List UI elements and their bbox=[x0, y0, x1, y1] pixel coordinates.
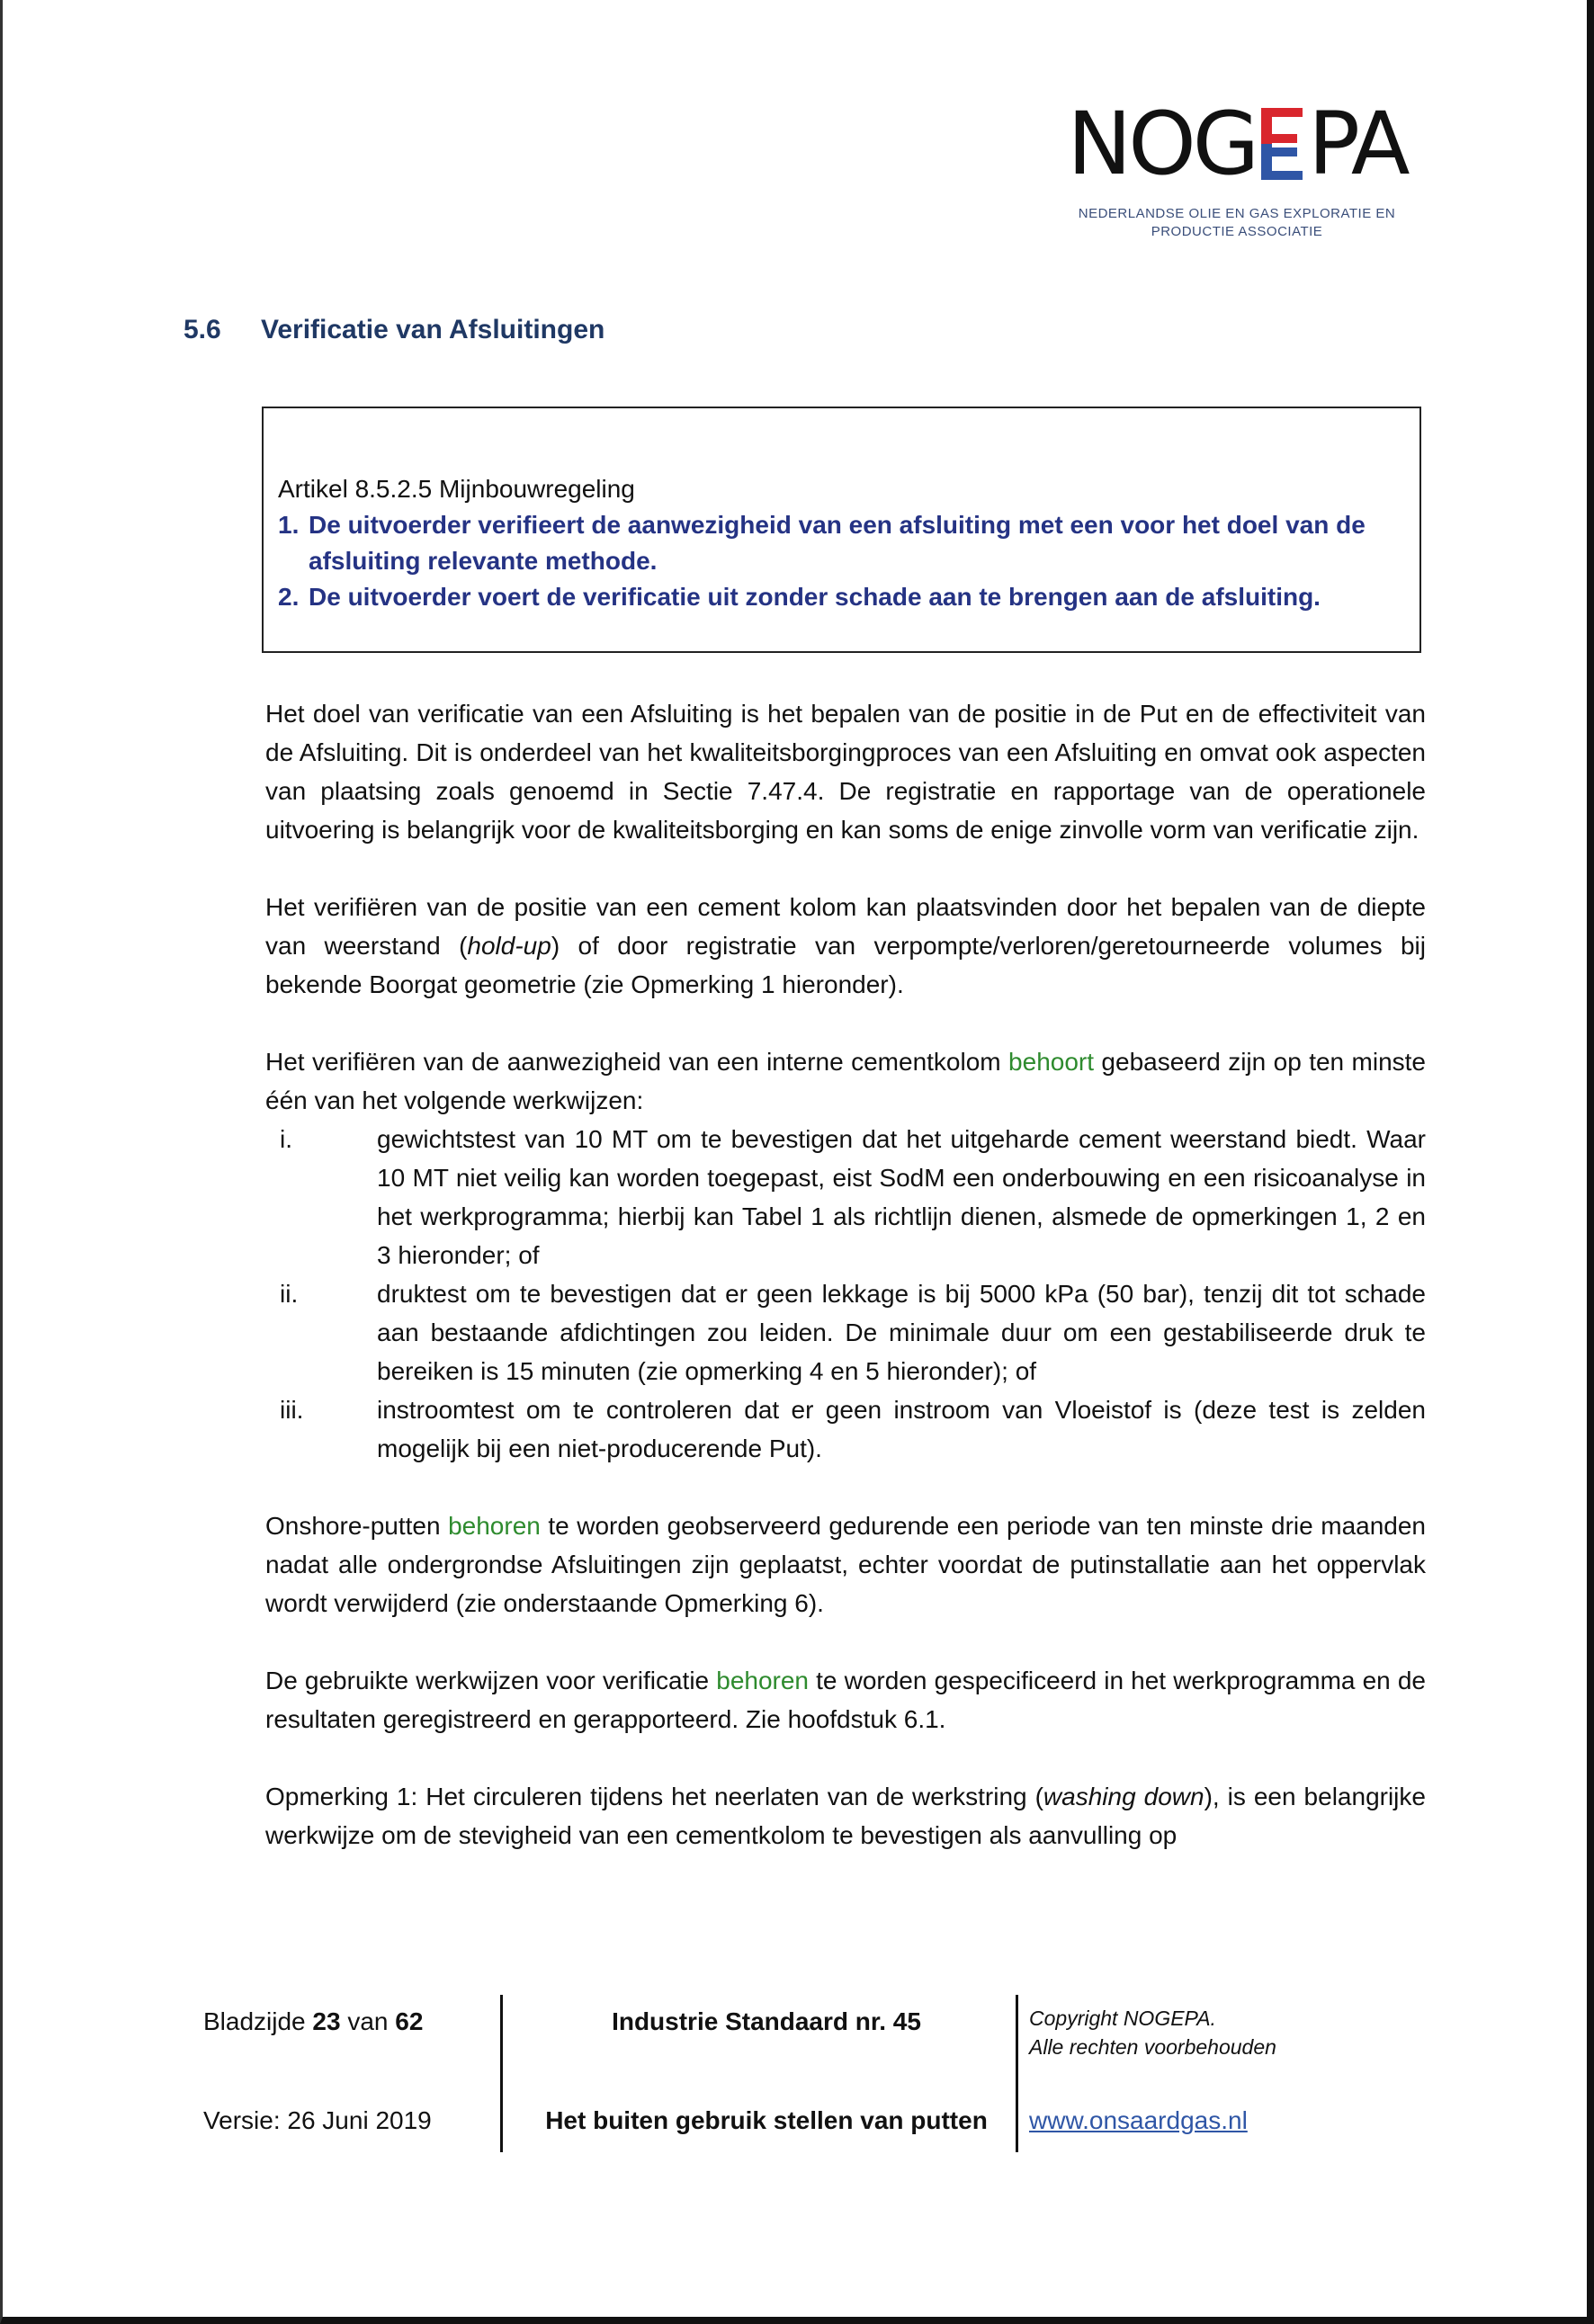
list-item-text: druktest om te bevestigen dat er geen lekkage is bij 5000 kPa (50 bar), tenzij dit tot schade aan bestaande afdichtingen zou leiden. De minimale duur om een gestabiliseerde druk te bereiken is 15 minuten (zie opmerking 4 en 5 hieronder); of bbox=[377, 1280, 1426, 1385]
text-run: Het verifiëren van de aanwezigheid van een interne cementkolom bbox=[265, 1048, 1009, 1076]
text-run: De gebruikte werkwijzen voor verificatie bbox=[265, 1667, 717, 1694]
text-run: ), is een belangrijke werkwijze om de stevigheid van een cementkolom te bevestigen als aanvulling op bbox=[265, 1783, 1426, 1849]
section-heading bbox=[184, 315, 604, 345]
italic-term: hold-up bbox=[467, 932, 551, 960]
logo-letters-left: NOG bbox=[1067, 94, 1257, 194]
highlight-term: behoren bbox=[716, 1667, 810, 1694]
paragraph-position-verification bbox=[265, 888, 1426, 1004]
list-marker: ii. bbox=[280, 1280, 299, 1308]
article-item-number: 1. bbox=[278, 511, 300, 539]
section-number: 5.6 bbox=[184, 315, 221, 344]
list-item bbox=[265, 1390, 1426, 1468]
page-label: Bladzijde bbox=[203, 2007, 313, 2035]
paragraph-presence-verification bbox=[265, 1042, 1426, 1120]
page-of: van bbox=[340, 2007, 396, 2035]
standard-number: Industrie Standaard nr. 45 bbox=[612, 2007, 921, 2035]
paragraph-remark-1 bbox=[265, 1777, 1426, 1855]
copyright-text bbox=[1029, 2004, 1276, 2061]
logo-wordmark bbox=[1048, 94, 1426, 194]
rights-line: Alle rechten voorbehouden bbox=[1029, 2035, 1276, 2059]
list-item bbox=[265, 1274, 1426, 1390]
logo-subtitle-line1: NEDERLANDSE OLIE EN GAS EXPLORATIE EN bbox=[1078, 206, 1396, 221]
text-run: Onshore-putten bbox=[265, 1512, 449, 1540]
website-link[interactable]: www.onsaardgas.nl bbox=[1029, 2106, 1248, 2134]
italic-term: washing down bbox=[1043, 1783, 1204, 1810]
article-quote-box bbox=[262, 407, 1421, 653]
text-run: te worden gespecificeerd in het werkprogramma en de resultaten geregistreerd en gerapporteerd. Zie hoofdstuk 6.1. bbox=[265, 1667, 1426, 1733]
text-run: Het verifiëren van de positie van een cement kolom kan plaatsvinden door het bepalen van de diepte van weerstand ( bbox=[265, 893, 1426, 960]
footer-divider bbox=[500, 1995, 503, 2152]
article-item bbox=[278, 579, 1419, 615]
document-title: Het buiten gebruik stellen van putten bbox=[545, 2106, 988, 2134]
text-run: te worden geobserveerd gedurende een periode van ten minste drie maanden nadat alle ondergrondse Afsluitingen zijn geplaatst, echter voordat de putinstallatie aan het oppervlak wordt verwijderd (zie onderstaande Opmerking 6). bbox=[265, 1512, 1427, 1617]
article-title: Artikel 8.5.2.5 Mijnbouwregeling bbox=[278, 475, 635, 503]
page-number bbox=[203, 2007, 423, 2036]
highlight-term: behoren bbox=[448, 1512, 541, 1540]
article-item-number: 2. bbox=[278, 583, 300, 611]
text-run: Opmerking 1: Het circuleren tijdens het neerlaten van de werkstring ( bbox=[265, 1783, 1043, 1810]
page-footer bbox=[203, 1995, 1427, 2152]
section-title: Verificatie van Afsluitingen bbox=[261, 315, 605, 344]
text-run: gebaseerd zijn op ten minste één van het volgende werkwijzen: bbox=[265, 1048, 1427, 1114]
logo-subtitle bbox=[1048, 205, 1426, 241]
logo-subtitle-line2: PRODUCTIE ASSOCIATIE bbox=[1151, 224, 1323, 239]
paragraph-onshore-observation bbox=[265, 1506, 1426, 1622]
list-marker: i. bbox=[280, 1125, 292, 1153]
list-item-text: gewichtstest van 10 MT om te bevestigen dat het uitgeharde cement weerstand biedt. Waar 10 MT niet veilig kan worden toegepast, eist SodM een onderbouwing en een risicoanalyse in het werkprogramma; hierbij kan Tabel 1 als richtlijn dienen, alsmede de opmerkingen 1, 2 en 3 hieronder; of bbox=[377, 1125, 1426, 1269]
list-item bbox=[265, 1120, 1426, 1274]
body-content bbox=[265, 694, 1426, 1893]
page-current: 23 bbox=[312, 2007, 341, 2035]
footer-divider bbox=[1016, 1995, 1018, 2152]
list-marker: iii. bbox=[280, 1396, 304, 1424]
methods-list bbox=[265, 1120, 1426, 1468]
highlight-term: behoort bbox=[1008, 1048, 1095, 1076]
nogepa-logo bbox=[1048, 94, 1426, 241]
article-item bbox=[278, 507, 1419, 579]
article-item-text: De uitvoerder voert de verificatie uit zonder schade aan te brengen aan de afsluiting. bbox=[309, 583, 1321, 611]
paragraph-methods-specification bbox=[265, 1661, 1426, 1739]
page-total: 62 bbox=[395, 2007, 424, 2035]
text-run: ) of door registratie van verpompte/verloren/geretourneerde volumes bij bekende Boorgat geometrie (zie Opmerking 1 hieronder). bbox=[265, 932, 1426, 998]
logo-letters-right: PA bbox=[1308, 94, 1407, 194]
list-item-text: instroomtest om te controleren dat er geen instroom van Vloeistof is (deze test is zelden mogelijk bij een niet-producerende Put). bbox=[377, 1396, 1426, 1462]
article-item-text: De uitvoerder verifieert de aanwezigheid van een afsluiting met een voor het doel van de afsluiting relevante methode. bbox=[309, 511, 1366, 575]
paragraph-purpose: Het doel van verificatie van een Afsluiting is het bepalen van de positie in de Put en de effectiviteit van de Afsluiting. Dit is onderdeel van het kwaliteitsborgingproces van een Afsluiting en omvat ook aspecten van plaatsing zoals genoemd in Sectie 7.47.4. De registratie en rapportage van de operationele uitvoering is belangrijk voor de kwaliteitsborging en kan soms de enige zinvolle vorm van verificatie zijn. bbox=[265, 700, 1426, 844]
logo-e-icon bbox=[1261, 108, 1303, 180]
version-date: Versie: 26 Juni 2019 bbox=[203, 2106, 432, 2134]
copyright-line: Copyright NOGEPA. bbox=[1029, 2007, 1216, 2030]
